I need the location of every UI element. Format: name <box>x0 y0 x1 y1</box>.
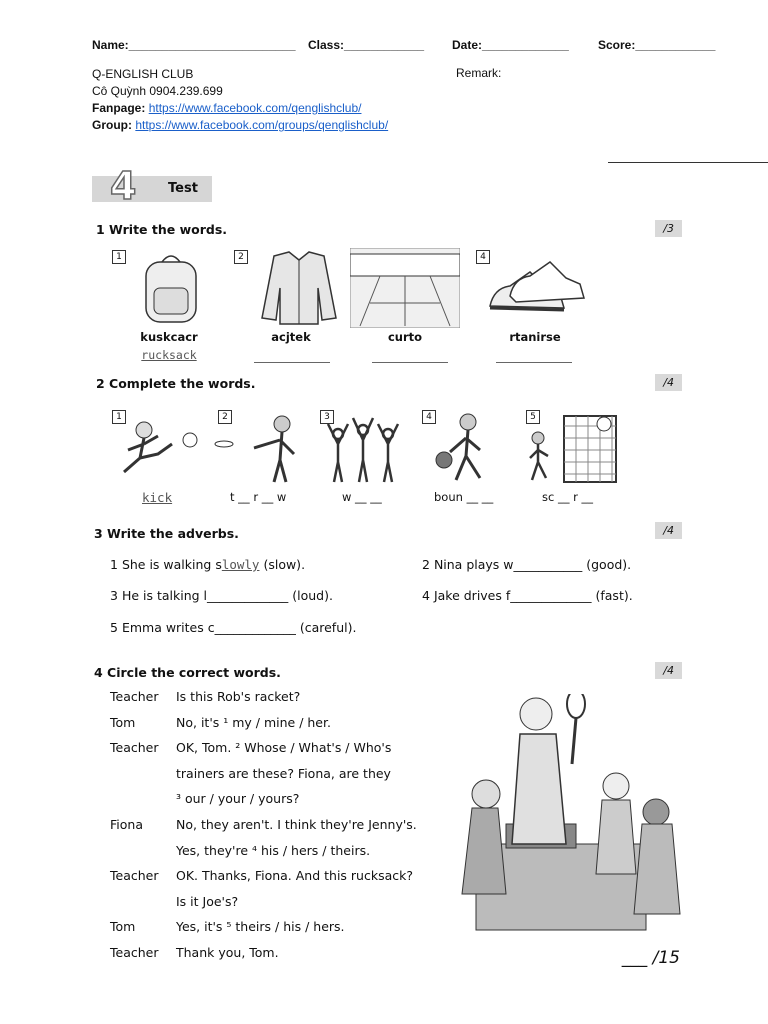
dialogue-line[interactable]: OK. Thanks, Fiona. And this rucksack? <box>176 868 414 884</box>
section-4-title: 4 Circle the correct words. <box>94 665 281 680</box>
fanpage-link[interactable]: https://www.facebook.com/qenglishclub/ <box>148 101 362 115</box>
dialogue-speaker: Tom <box>110 919 136 935</box>
word-gap[interactable]: boun __ __ <box>434 490 494 504</box>
total-score: ___ /15 <box>621 948 680 968</box>
sentence-start: He is talking l <box>121 588 208 603</box>
name-field[interactable]: Name:_________________________ <box>92 38 296 52</box>
item-number: 2 <box>218 410 232 424</box>
kick-icon <box>114 414 202 484</box>
worksheet <box>84 158 688 974</box>
dialogue-speaker: Teacher <box>110 868 159 884</box>
item-number: 1 <box>110 557 118 572</box>
item-number: 2 <box>234 250 248 264</box>
answer-line[interactable] <box>496 362 572 363</box>
answer-line[interactable] <box>372 362 448 363</box>
item-number: 5 <box>526 410 540 424</box>
trainers-icon <box>480 248 590 328</box>
class-field[interactable]: Class:____________ <box>308 38 425 52</box>
dialogue-line[interactable]: Yes, they're ⁴ his / hers / theirs. <box>176 842 371 858</box>
answer-example: rucksack <box>141 348 197 362</box>
sentence-end: (good). <box>586 557 632 572</box>
answer-blank[interactable]: _____________ <box>207 588 289 603</box>
win-icon <box>318 410 408 486</box>
dialogue-line[interactable]: Is this Rob's racket? <box>176 689 301 704</box>
dialogue-speaker: Fiona <box>110 817 143 832</box>
fanpage-label: Fanpage: <box>92 101 146 115</box>
remark-label: Remark: <box>456 66 502 80</box>
adverb-item <box>422 588 633 603</box>
section-1-score: /3 <box>655 220 682 237</box>
section-3-title: 3 Write the adverbs. <box>94 526 239 541</box>
answer-blank[interactable]: ___________ <box>513 557 583 572</box>
section-2-title: 2 Complete the words. <box>96 376 256 391</box>
dialogue-line[interactable]: No, they aren't. I think they're Jenny's. <box>176 817 417 832</box>
item-number: 2 <box>422 557 430 572</box>
dialogue-line[interactable]: ³ our / your / yours? <box>176 791 300 807</box>
section-4-score: /4 <box>655 662 682 679</box>
scrambled-word: kuskcacr <box>140 330 198 344</box>
item-number: 3 <box>320 410 334 424</box>
score-goal-icon <box>524 412 620 486</box>
classroom-illustration-icon <box>436 694 684 934</box>
unit-number: 4 <box>110 164 137 208</box>
club-name: Q-ENGLISH CLUB <box>92 67 194 81</box>
court-icon <box>350 248 460 328</box>
jacket-icon <box>244 248 354 328</box>
word-gap[interactable]: t __ r __ w <box>230 490 287 504</box>
dialogue-speaker: Teacher <box>110 945 159 960</box>
scrambled-word: rtanirse <box>509 330 561 344</box>
dialogue-line[interactable]: OK, Tom. ² Whose / What's / Who's <box>176 740 392 756</box>
word-gap[interactable]: w __ __ <box>342 490 382 504</box>
dialogue-line[interactable]: trainers are these? Fiona, are they <box>176 765 391 781</box>
sentence-start: Nina plays w <box>433 557 514 572</box>
dialogue-line[interactable]: Yes, it's ⁵ theirs / his / hers. <box>176 919 345 935</box>
item-number: 4 <box>422 588 430 603</box>
section-2-score: /4 <box>655 374 682 391</box>
sentence-end: (careful). <box>299 620 357 635</box>
dialogue-line[interactable]: Is it Joe's? <box>176 893 239 909</box>
sentence-start: Jake drives f <box>433 588 511 603</box>
sentence-start: She is walking s <box>121 557 222 572</box>
answer-line[interactable] <box>254 362 330 363</box>
sentence-end: (fast). <box>595 588 633 603</box>
throw-icon <box>214 410 302 486</box>
item-number: 5 <box>110 620 118 635</box>
dialogue-line[interactable]: No, it's ¹ my / mine / her. <box>176 714 331 730</box>
score-field[interactable]: Score:____________ <box>598 38 716 52</box>
dialogue-speaker: Tom <box>110 714 136 730</box>
adverb-item <box>110 557 305 572</box>
word-gap[interactable]: sc __ r __ <box>542 490 594 504</box>
section-3-score: /4 <box>655 522 682 539</box>
word-example: kick <box>142 490 173 505</box>
item-number: 1 <box>112 250 126 264</box>
item-number: 1 <box>112 410 126 424</box>
answer-blank[interactable]: _____________ <box>214 620 296 635</box>
dialogue-speaker: Teacher <box>110 689 159 704</box>
adverb-item <box>110 620 356 635</box>
item-number: 4 <box>476 250 490 264</box>
group-label: Group: <box>92 118 132 132</box>
dialogue-speaker: Teacher <box>110 740 159 756</box>
group-link[interactable]: https://www.facebook.com/groups/qenglishclub/ <box>135 118 389 132</box>
sentence-end: (slow). <box>263 557 306 572</box>
sentence-start: Emma writes c <box>121 620 215 635</box>
item-number: 3 <box>110 588 118 603</box>
scrambled-word: curto <box>387 330 423 344</box>
backpack-icon <box>124 248 234 328</box>
answer-blank[interactable]: _____________ <box>510 588 592 603</box>
date-field[interactable]: Date:_____________ <box>452 38 569 52</box>
item-number: 4 <box>422 410 436 424</box>
adverb-item <box>110 588 333 603</box>
teacher-contact: Cô Quỳnh 0904.239.699 <box>92 84 223 98</box>
sentence-end: (loud). <box>292 588 333 603</box>
unit-title: Test <box>168 181 198 196</box>
answer-example: lowly <box>221 557 260 572</box>
adverb-item <box>422 557 631 572</box>
scrambled-word: acjtek <box>271 330 311 344</box>
dialogue-line[interactable]: Thank you, Tom. <box>176 945 279 960</box>
section-1-title: 1 Write the words. <box>96 222 228 237</box>
bounce-icon <box>428 410 504 486</box>
